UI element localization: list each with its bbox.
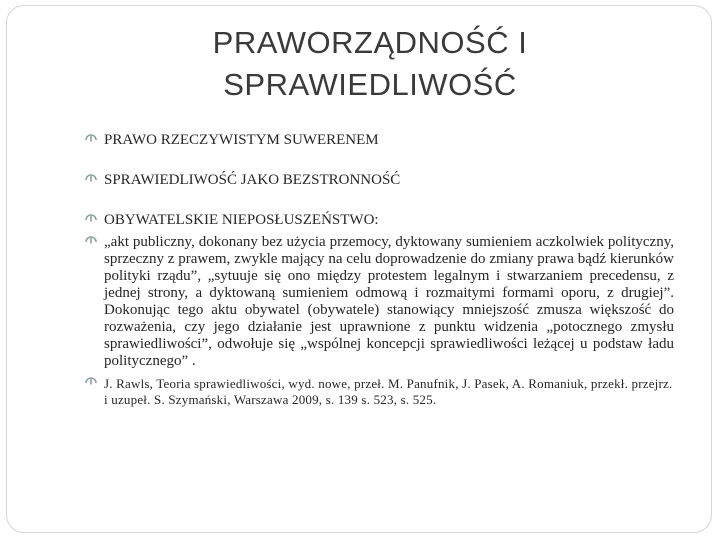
slide-title-line-2: SPRAWIEDLIWOŚĆ	[223, 67, 517, 102]
bullet-item	[84, 132, 674, 149]
bullet-item	[84, 212, 674, 229]
bullet-marker-icon	[84, 174, 98, 186]
bullet-marker-icon	[84, 236, 98, 248]
bullet-text: „akt publiczny, dokonany bez użycia przemocy, dyktowany sumieniem aczkolwiek polityczny, sprzeczny z prawem, zwykle mający na celu doprowadzenie do zmiany prawa bądź kierunków polityki rządu”, „sytuuje się ono między protestem legalnym i stwarzaniem precedensu, z jednej strony, a dyktowaną sumieniem odmową i rozmaitymi formami oporu, z drugiej”. Dokonując tego aktu obywatel (obywatele) stanowiący mniejszość zmusza większość do rozważenia, czy jego działanie jest uprawnione z punktu widzenia „potocznego zmysłu sprawiedliwości”, odwołuje się „wspólnej koncepcji sprawiedliwości leżącej u podstaw ładu politycznego” .	[104, 234, 674, 369]
slide-title-line-1: PRAWORZĄDNOŚĆ I	[212, 25, 528, 60]
bullet-text: SPRAWIEDLIWOŚĆ JAKO BEZSTRONNOŚĆ	[104, 172, 401, 188]
bullet-marker-icon	[84, 134, 98, 146]
bullet-item	[84, 376, 674, 408]
bullet-text: J. Rawls, Teoria sprawiedliwości, wyd. nowe, przeł. M. Panufnik, J. Pasek, A. Romaniuk, przekł. przejrz. i uzupeł. S. Szymański, Warszawa 2009, s. 139 s. 523, s. 525.	[104, 376, 673, 407]
slide-title	[120, 22, 620, 106]
bullet-item	[84, 172, 674, 189]
bullet-text: PRAWO RZECZYWISTYM SUWERENEM	[104, 132, 379, 148]
bullet-marker-icon	[84, 214, 98, 226]
bullet-item	[84, 234, 674, 370]
bullet-text: OBYWATELSKIE NIEPOSŁUSZEŃSTWO:	[104, 212, 379, 228]
bullet-marker-icon	[84, 377, 98, 389]
bullet-list	[84, 132, 674, 408]
